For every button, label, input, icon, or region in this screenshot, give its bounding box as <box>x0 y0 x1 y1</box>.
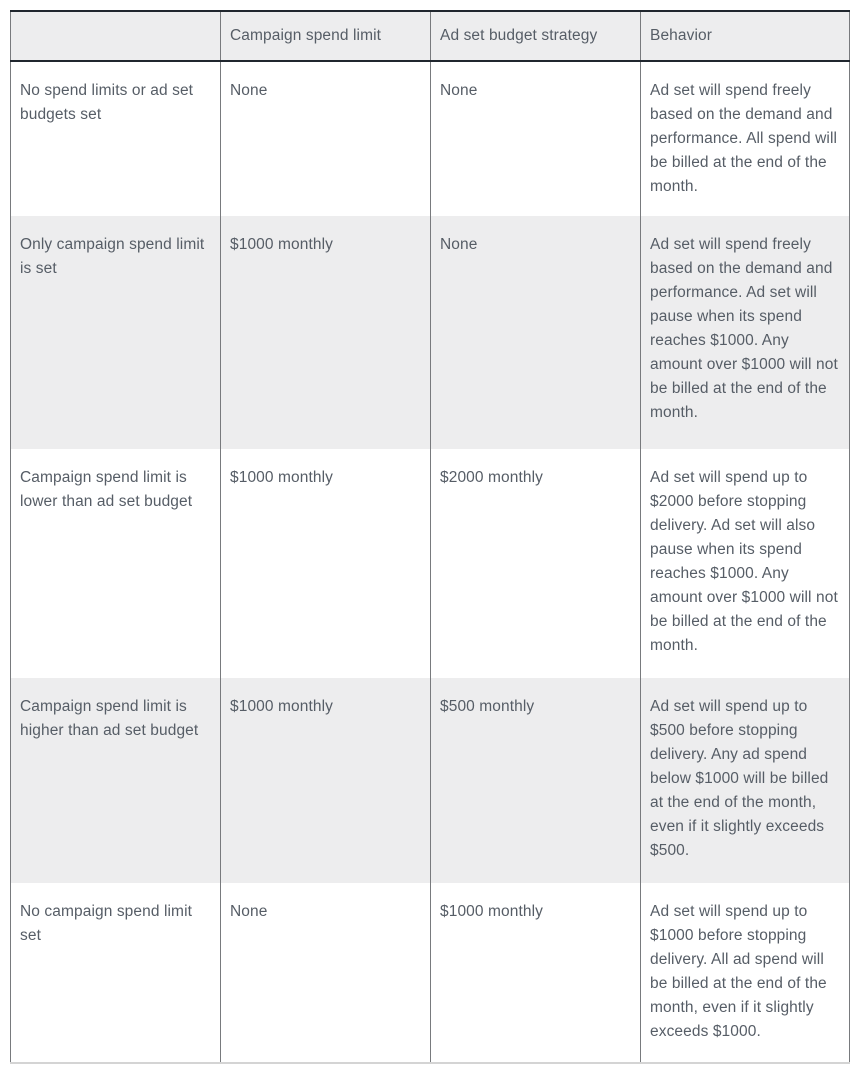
cell-behavior: Ad set will spend freely based on the demand and performance. All spend will be billed at the end of the month. <box>650 82 838 195</box>
cell-ad-set-budget-strategy: $2000 monthly <box>431 449 641 678</box>
cell-scenario: No campaign spend limit set <box>11 883 221 1063</box>
cell-behavior: Ad set will spend up to $2000 before stopping delivery. Ad set will also pause when its spend reaches $1000. Any amount over $1000 will not be billed at the end of the month. <box>650 469 838 654</box>
cell-campaign-spend-limit: None <box>221 883 431 1063</box>
cell-scenario: Campaign spend limit is higher than ad set budget <box>11 678 221 883</box>
cell-campaign-spend-limit: $1000 monthly <box>221 449 431 678</box>
cell-ad-set-budget-strategy: None <box>431 216 641 449</box>
cell-scenario: Only campaign spend limit is set <box>11 216 221 449</box>
table-body <box>11 61 850 1063</box>
header-row <box>11 11 850 61</box>
table-row <box>11 61 850 216</box>
cell-behavior: Ad set will spend up to $1000 before stopping delivery. All ad spend will be billed at the end of the month, even if it slightly exceeds $1000. <box>650 903 827 1040</box>
table-row <box>11 216 850 449</box>
cell-scenario: No spend limits or ad set budgets set <box>11 61 221 216</box>
cell-campaign-spend-limit: $1000 monthly <box>221 216 431 449</box>
cell-scenario: Campaign spend limit is lower than ad set budget <box>11 449 221 678</box>
cell-campaign-spend-limit: None <box>221 61 431 216</box>
column-header-campaign-spend-limit: Campaign spend limit <box>221 11 431 61</box>
table-row <box>11 678 850 883</box>
table-header <box>11 11 850 61</box>
table-row <box>11 449 850 678</box>
cell-ad-set-budget-strategy: $1000 monthly <box>431 883 641 1063</box>
cell-behavior: Ad set will spend up to $500 before stopping delivery. Any ad spend below $1000 will be billed at the end of the month, even if it slightly exceeds $500. <box>650 698 829 859</box>
spend-limits-table <box>10 10 850 1064</box>
cell-campaign-spend-limit: $1000 monthly <box>221 678 431 883</box>
cell-ad-set-budget-strategy: $500 monthly <box>431 678 641 883</box>
table-row <box>11 883 850 1063</box>
column-header-behavior: Behavior <box>641 11 850 61</box>
cell-behavior: Ad set will spend freely based on the demand and performance. Ad set will pause when its spend reaches $1000. Any amount over $1000 will not be billed at the end of the month. <box>650 236 838 421</box>
column-header-ad-set-budget-strategy: Ad set budget strategy <box>431 11 641 61</box>
cell-ad-set-budget-strategy: None <box>431 61 641 216</box>
column-header-scenario <box>11 11 221 61</box>
